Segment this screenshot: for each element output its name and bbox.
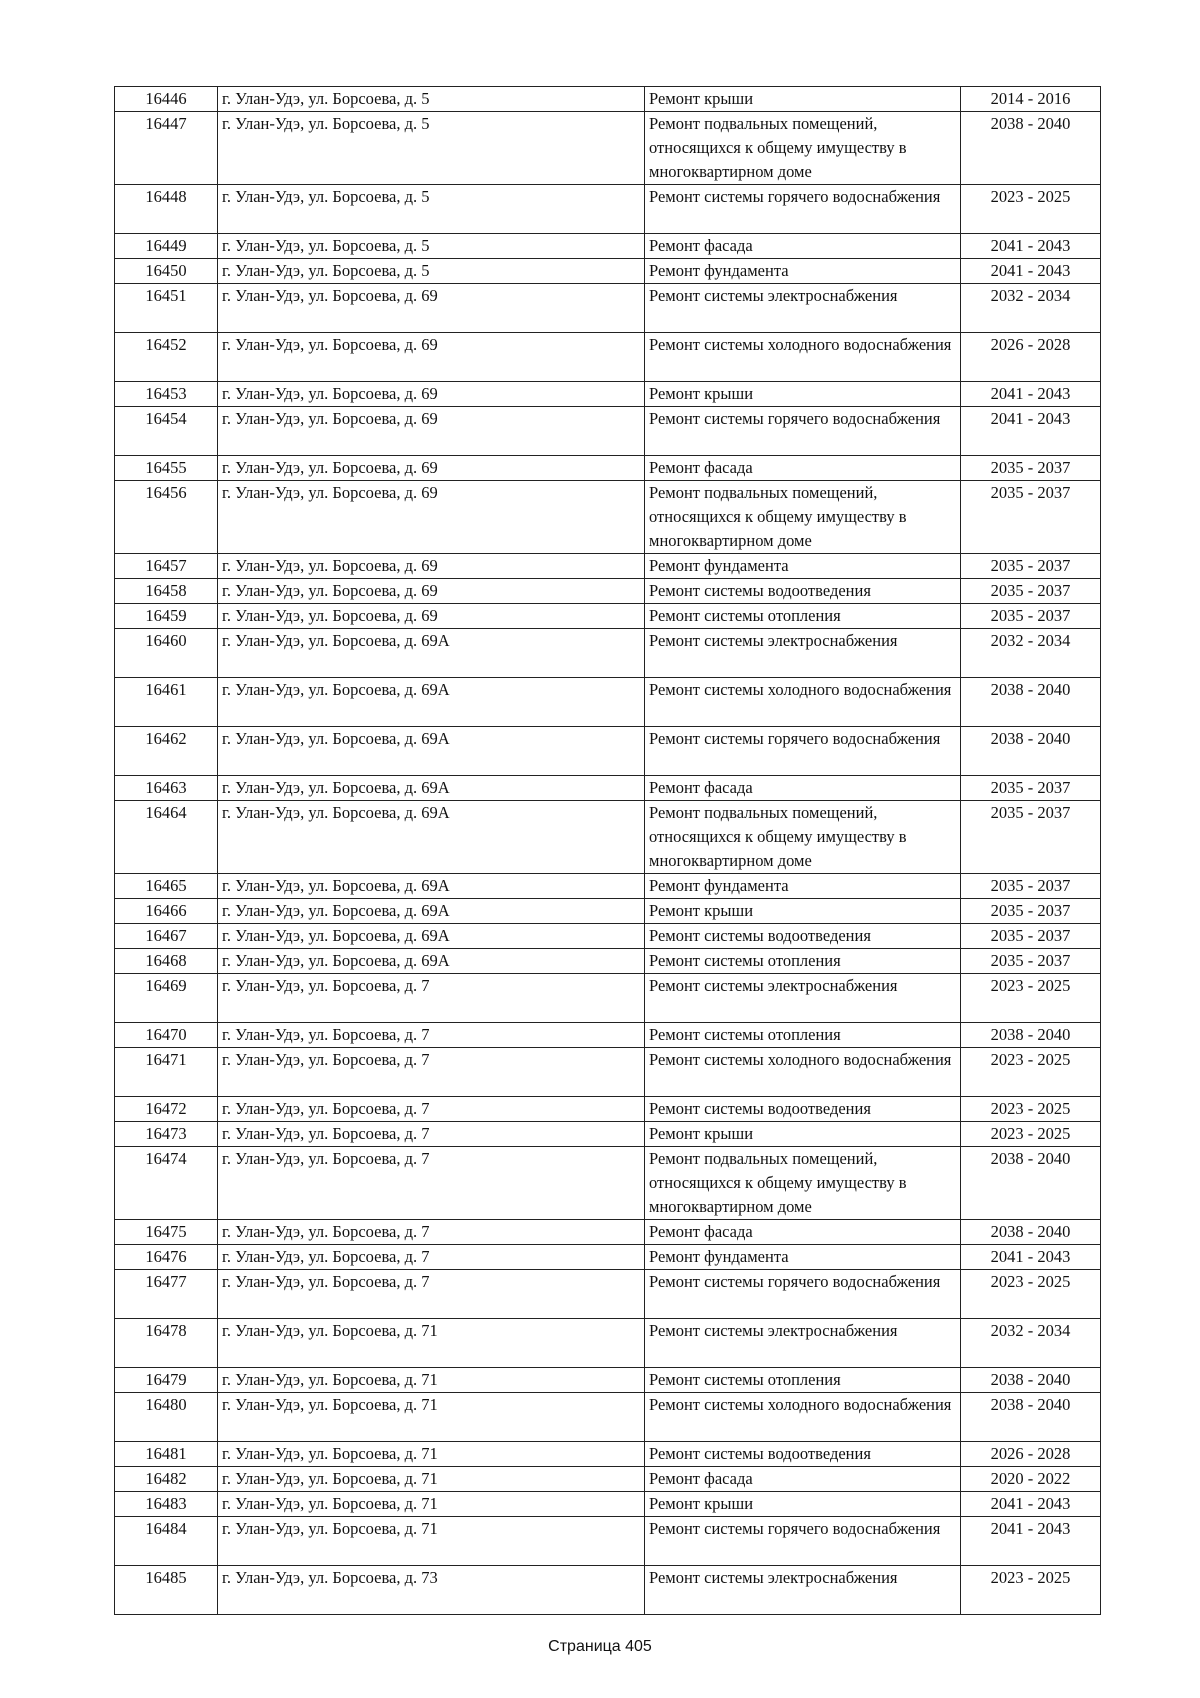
address-cell: г. Улан-Удэ, ул. Борсоева, д. 71 xyxy=(218,1393,645,1442)
row-number-cell: 16453 xyxy=(115,382,218,407)
table-row xyxy=(115,801,1101,874)
period-cell: 2020 - 2022 xyxy=(961,1467,1101,1492)
row-number-cell: 16447 xyxy=(115,112,218,185)
row-number-cell: 16475 xyxy=(115,1220,218,1245)
work-type-cell: Ремонт подвальных помещений, относящихся к общему имуществу в многоквартирном доме xyxy=(645,112,961,185)
table-row xyxy=(115,604,1101,629)
row-number-cell: 16478 xyxy=(115,1319,218,1368)
address-cell: г. Улан-Удэ, ул. Борсоева, д. 5 xyxy=(218,259,645,284)
period-cell: 2038 - 2040 xyxy=(961,678,1101,727)
row-number-cell: 16467 xyxy=(115,924,218,949)
row-number-cell: 16484 xyxy=(115,1517,218,1566)
address-cell: г. Улан-Удэ, ул. Борсоева, д. 69 xyxy=(218,579,645,604)
table-row xyxy=(115,1467,1101,1492)
work-type-cell: Ремонт системы горячего водоснабжения xyxy=(645,407,961,456)
work-type-cell: Ремонт системы холодного водоснабжения xyxy=(645,1393,961,1442)
period-cell: 2041 - 2043 xyxy=(961,234,1101,259)
period-cell: 2023 - 2025 xyxy=(961,974,1101,1023)
work-type-cell: Ремонт подвальных помещений, относящихся к общему имуществу в многоквартирном доме xyxy=(645,1147,961,1220)
row-number-cell: 16458 xyxy=(115,579,218,604)
table-row xyxy=(115,234,1101,259)
table-row xyxy=(115,1492,1101,1517)
period-cell: 2035 - 2037 xyxy=(961,481,1101,554)
address-cell: г. Улан-Удэ, ул. Борсоева, д. 7 xyxy=(218,1245,645,1270)
table-row xyxy=(115,629,1101,678)
period-cell: 2035 - 2037 xyxy=(961,776,1101,801)
address-cell: г. Улан-Удэ, ул. Борсоева, д. 69 xyxy=(218,382,645,407)
row-number-cell: 16476 xyxy=(115,1245,218,1270)
row-number-cell: 16461 xyxy=(115,678,218,727)
period-cell: 2041 - 2043 xyxy=(961,407,1101,456)
work-type-cell: Ремонт системы отопления xyxy=(645,604,961,629)
row-number-cell: 16454 xyxy=(115,407,218,456)
address-cell: г. Улан-Удэ, ул. Борсоева, д. 7 xyxy=(218,1220,645,1245)
row-number-cell: 16466 xyxy=(115,899,218,924)
work-type-cell: Ремонт фундамента xyxy=(645,554,961,579)
work-type-cell: Ремонт системы горячего водоснабжения xyxy=(645,185,961,234)
table-row xyxy=(115,185,1101,234)
work-type-cell: Ремонт системы электроснабжения xyxy=(645,629,961,678)
work-type-cell: Ремонт системы водоотведения xyxy=(645,1097,961,1122)
table-row xyxy=(115,456,1101,481)
address-cell: г. Улан-Удэ, ул. Борсоева, д. 69А xyxy=(218,801,645,874)
address-cell: г. Улан-Удэ, ул. Борсоева, д. 69А xyxy=(218,924,645,949)
work-type-cell: Ремонт фасада xyxy=(645,1220,961,1245)
work-type-cell: Ремонт системы холодного водоснабжения xyxy=(645,678,961,727)
row-number-cell: 16455 xyxy=(115,456,218,481)
period-cell: 2023 - 2025 xyxy=(961,185,1101,234)
period-cell: 2023 - 2025 xyxy=(961,1048,1101,1097)
period-cell: 2038 - 2040 xyxy=(961,1023,1101,1048)
period-cell: 2032 - 2034 xyxy=(961,1319,1101,1368)
address-cell: г. Улан-Удэ, ул. Борсоева, д. 71 xyxy=(218,1368,645,1393)
period-cell: 2032 - 2034 xyxy=(961,629,1101,678)
work-type-cell: Ремонт системы холодного водоснабжения xyxy=(645,1048,961,1097)
row-number-cell: 16456 xyxy=(115,481,218,554)
work-type-cell: Ремонт подвальных помещений, относящихся к общему имуществу в многоквартирном доме xyxy=(645,481,961,554)
row-number-cell: 16472 xyxy=(115,1097,218,1122)
work-type-cell: Ремонт системы горячего водоснабжения xyxy=(645,1270,961,1319)
table-row xyxy=(115,678,1101,727)
row-number-cell: 16460 xyxy=(115,629,218,678)
row-number-cell: 16463 xyxy=(115,776,218,801)
row-number-cell: 16474 xyxy=(115,1147,218,1220)
table-row xyxy=(115,1319,1101,1368)
table-row xyxy=(115,333,1101,382)
address-cell: г. Улан-Удэ, ул. Борсоева, д. 69 xyxy=(218,554,645,579)
row-number-cell: 16462 xyxy=(115,727,218,776)
work-type-cell: Ремонт системы водоотведения xyxy=(645,1442,961,1467)
address-cell: г. Улан-Удэ, ул. Борсоева, д. 7 xyxy=(218,974,645,1023)
address-cell: г. Улан-Удэ, ул. Борсоева, д. 69 xyxy=(218,407,645,456)
address-cell: г. Улан-Удэ, ул. Борсоева, д. 69 xyxy=(218,604,645,629)
period-cell: 2035 - 2037 xyxy=(961,456,1101,481)
table-row xyxy=(115,974,1101,1023)
address-cell: г. Улан-Удэ, ул. Борсоева, д. 7 xyxy=(218,1023,645,1048)
address-cell: г. Улан-Удэ, ул. Борсоева, д. 69А xyxy=(218,874,645,899)
period-cell: 2038 - 2040 xyxy=(961,727,1101,776)
table-row xyxy=(115,259,1101,284)
table-row xyxy=(115,284,1101,333)
table-row xyxy=(115,1023,1101,1048)
address-cell: г. Улан-Удэ, ул. Борсоева, д. 71 xyxy=(218,1517,645,1566)
period-cell: 2035 - 2037 xyxy=(961,924,1101,949)
address-cell: г. Улан-Удэ, ул. Борсоева, д. 69 xyxy=(218,333,645,382)
period-cell: 2026 - 2028 xyxy=(961,333,1101,382)
table-row xyxy=(115,776,1101,801)
work-type-cell: Ремонт фундамента xyxy=(645,259,961,284)
address-cell: г. Улан-Удэ, ул. Борсоева, д. 7 xyxy=(218,1048,645,1097)
row-number-cell: 16457 xyxy=(115,554,218,579)
work-type-cell: Ремонт системы электроснабжения xyxy=(645,1566,961,1615)
address-cell: г. Улан-Удэ, ул. Борсоева, д. 71 xyxy=(218,1442,645,1467)
work-type-cell: Ремонт фасада xyxy=(645,456,961,481)
table-row xyxy=(115,1147,1101,1220)
work-type-cell: Ремонт фундамента xyxy=(645,874,961,899)
table-row xyxy=(115,407,1101,456)
address-cell: г. Улан-Удэ, ул. Борсоева, д. 7 xyxy=(218,1147,645,1220)
period-cell: 2035 - 2037 xyxy=(961,579,1101,604)
period-cell: 2041 - 2043 xyxy=(961,1517,1101,1566)
table-row xyxy=(115,87,1101,112)
row-number-cell: 16477 xyxy=(115,1270,218,1319)
period-cell: 2041 - 2043 xyxy=(961,1245,1101,1270)
address-cell: г. Улан-Удэ, ул. Борсоева, д. 69 xyxy=(218,481,645,554)
row-number-cell: 16480 xyxy=(115,1393,218,1442)
address-cell: г. Улан-Удэ, ул. Борсоева, д. 69А xyxy=(218,727,645,776)
period-cell: 2038 - 2040 xyxy=(961,1393,1101,1442)
table-row xyxy=(115,1245,1101,1270)
period-cell: 2032 - 2034 xyxy=(961,284,1101,333)
table-row xyxy=(115,1393,1101,1442)
period-cell: 2035 - 2037 xyxy=(961,874,1101,899)
row-number-cell: 16481 xyxy=(115,1442,218,1467)
period-cell: 2035 - 2037 xyxy=(961,949,1101,974)
address-cell: г. Улан-Удэ, ул. Борсоева, д. 73 xyxy=(218,1566,645,1615)
work-type-cell: Ремонт крыши xyxy=(645,87,961,112)
period-cell: 2035 - 2037 xyxy=(961,554,1101,579)
address-cell: г. Улан-Удэ, ул. Борсоева, д. 71 xyxy=(218,1492,645,1517)
work-type-cell: Ремонт системы водоотведения xyxy=(645,579,961,604)
table-row xyxy=(115,1122,1101,1147)
address-cell: г. Улан-Удэ, ул. Борсоева, д. 5 xyxy=(218,87,645,112)
period-cell: 2023 - 2025 xyxy=(961,1566,1101,1615)
table-row xyxy=(115,1442,1101,1467)
period-cell: 2041 - 2043 xyxy=(961,382,1101,407)
repair-schedule-table xyxy=(114,86,1101,1615)
address-cell: г. Улан-Удэ, ул. Борсоева, д. 5 xyxy=(218,112,645,185)
work-type-cell: Ремонт фасада xyxy=(645,776,961,801)
row-number-cell: 16468 xyxy=(115,949,218,974)
table-row xyxy=(115,112,1101,185)
address-cell: г. Улан-Удэ, ул. Борсоева, д. 69А xyxy=(218,899,645,924)
work-type-cell: Ремонт системы электроснабжения xyxy=(645,284,961,333)
row-number-cell: 16485 xyxy=(115,1566,218,1615)
work-type-cell: Ремонт фасада xyxy=(645,234,961,259)
work-type-cell: Ремонт фундамента xyxy=(645,1245,961,1270)
work-type-cell: Ремонт фасада xyxy=(645,1467,961,1492)
table-row xyxy=(115,579,1101,604)
work-type-cell: Ремонт крыши xyxy=(645,1122,961,1147)
period-cell: 2035 - 2037 xyxy=(961,801,1101,874)
address-cell: г. Улан-Удэ, ул. Борсоева, д. 5 xyxy=(218,185,645,234)
period-cell: 2038 - 2040 xyxy=(961,112,1101,185)
period-cell: 2041 - 2043 xyxy=(961,1492,1101,1517)
work-type-cell: Ремонт системы горячего водоснабжения xyxy=(645,1517,961,1566)
table-row xyxy=(115,949,1101,974)
row-number-cell: 16479 xyxy=(115,1368,218,1393)
work-type-cell: Ремонт подвальных помещений, относящихся к общему имуществу в многоквартирном доме xyxy=(645,801,961,874)
row-number-cell: 16473 xyxy=(115,1122,218,1147)
address-cell: г. Улан-Удэ, ул. Борсоева, д. 69 xyxy=(218,284,645,333)
period-cell: 2023 - 2025 xyxy=(961,1097,1101,1122)
period-cell: 2038 - 2040 xyxy=(961,1368,1101,1393)
address-cell: г. Улан-Удэ, ул. Борсоева, д. 69А xyxy=(218,776,645,801)
period-cell: 2023 - 2025 xyxy=(961,1270,1101,1319)
work-type-cell: Ремонт системы электроснабжения xyxy=(645,1319,961,1368)
row-number-cell: 16483 xyxy=(115,1492,218,1517)
row-number-cell: 16469 xyxy=(115,974,218,1023)
table-row xyxy=(115,1368,1101,1393)
address-cell: г. Улан-Удэ, ул. Борсоева, д. 69А xyxy=(218,678,645,727)
table-body xyxy=(115,87,1101,1615)
address-cell: г. Улан-Удэ, ул. Борсоева, д. 69А xyxy=(218,949,645,974)
row-number-cell: 16470 xyxy=(115,1023,218,1048)
table-row xyxy=(115,1048,1101,1097)
work-type-cell: Ремонт крыши xyxy=(645,899,961,924)
address-cell: г. Улан-Удэ, ул. Борсоева, д. 71 xyxy=(218,1319,645,1368)
period-cell: 2035 - 2037 xyxy=(961,604,1101,629)
period-cell: 2041 - 2043 xyxy=(961,259,1101,284)
row-number-cell: 16446 xyxy=(115,87,218,112)
address-cell: г. Улан-Удэ, ул. Борсоева, д. 7 xyxy=(218,1122,645,1147)
row-number-cell: 16471 xyxy=(115,1048,218,1097)
period-cell: 2038 - 2040 xyxy=(961,1147,1101,1220)
table-row xyxy=(115,382,1101,407)
page-number: Страница 405 xyxy=(548,1638,652,1655)
table-row xyxy=(115,481,1101,554)
row-number-cell: 16449 xyxy=(115,234,218,259)
address-cell: г. Улан-Удэ, ул. Борсоева, д. 69 xyxy=(218,456,645,481)
period-cell: 2026 - 2028 xyxy=(961,1442,1101,1467)
row-number-cell: 16451 xyxy=(115,284,218,333)
work-type-cell: Ремонт крыши xyxy=(645,382,961,407)
period-cell: 2035 - 2037 xyxy=(961,899,1101,924)
table-row xyxy=(115,554,1101,579)
work-type-cell: Ремонт крыши xyxy=(645,1492,961,1517)
row-number-cell: 16450 xyxy=(115,259,218,284)
table-row xyxy=(115,727,1101,776)
table-row xyxy=(115,1220,1101,1245)
row-number-cell: 16452 xyxy=(115,333,218,382)
table-row xyxy=(115,1566,1101,1615)
table-row xyxy=(115,874,1101,899)
row-number-cell: 16464 xyxy=(115,801,218,874)
work-type-cell: Ремонт системы водоотведения xyxy=(645,924,961,949)
address-cell: г. Улан-Удэ, ул. Борсоева, д. 71 xyxy=(218,1467,645,1492)
address-cell: г. Улан-Удэ, ул. Борсоева, д. 69А xyxy=(218,629,645,678)
table-row xyxy=(115,899,1101,924)
period-cell: 2038 - 2040 xyxy=(961,1220,1101,1245)
row-number-cell: 16459 xyxy=(115,604,218,629)
work-type-cell: Ремонт системы отопления xyxy=(645,949,961,974)
address-cell: г. Улан-Удэ, ул. Борсоева, д. 5 xyxy=(218,234,645,259)
address-cell: г. Улан-Удэ, ул. Борсоева, д. 7 xyxy=(218,1270,645,1319)
work-type-cell: Ремонт системы горячего водоснабжения xyxy=(645,727,961,776)
work-type-cell: Ремонт системы холодного водоснабжения xyxy=(645,333,961,382)
row-number-cell: 16482 xyxy=(115,1467,218,1492)
table-row xyxy=(115,1097,1101,1122)
table-row xyxy=(115,924,1101,949)
table-row xyxy=(115,1517,1101,1566)
row-number-cell: 16465 xyxy=(115,874,218,899)
address-cell: г. Улан-Удэ, ул. Борсоева, д. 7 xyxy=(218,1097,645,1122)
period-cell: 2014 - 2016 xyxy=(961,87,1101,112)
work-type-cell: Ремонт системы электроснабжения xyxy=(645,974,961,1023)
work-type-cell: Ремонт системы отопления xyxy=(645,1023,961,1048)
period-cell: 2023 - 2025 xyxy=(961,1122,1101,1147)
table-row xyxy=(115,1270,1101,1319)
row-number-cell: 16448 xyxy=(115,185,218,234)
work-type-cell: Ремонт системы отопления xyxy=(645,1368,961,1393)
